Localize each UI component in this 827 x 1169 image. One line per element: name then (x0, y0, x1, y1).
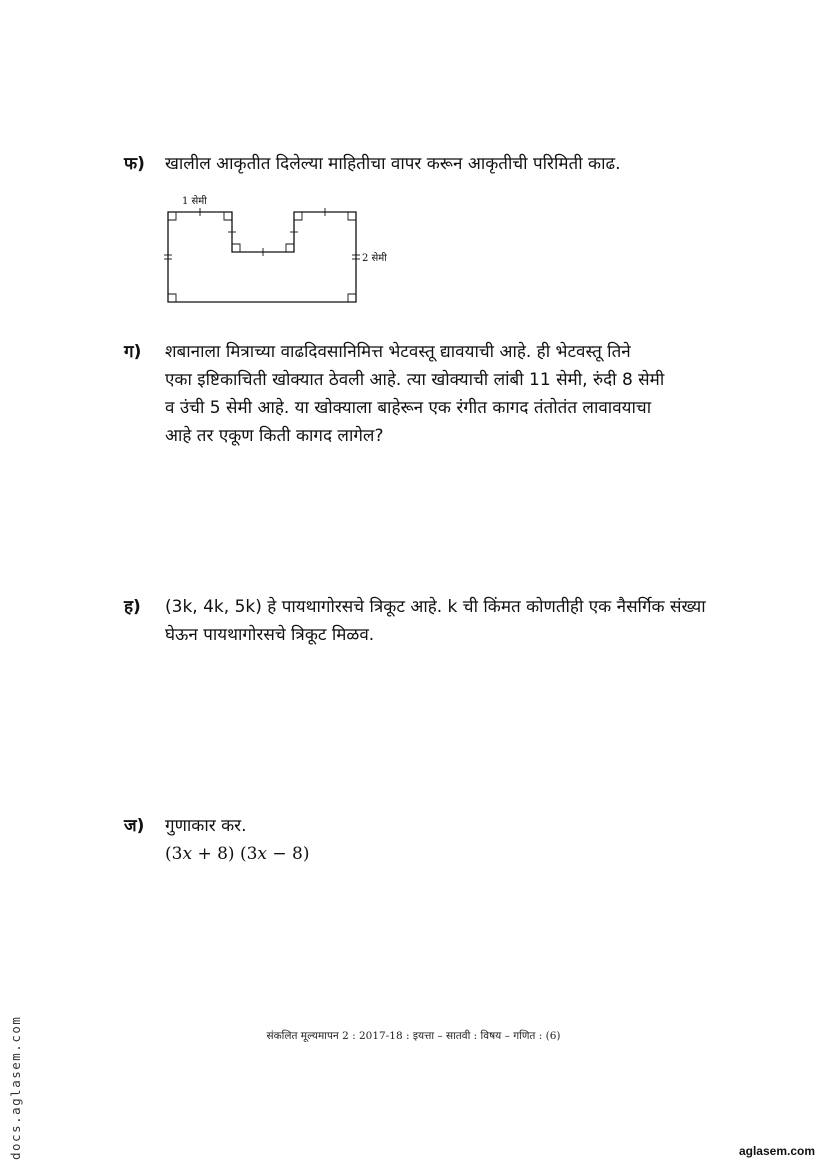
question-line: घेऊन पायथागोरसचे त्रिकूट मिळव. (165, 625, 375, 645)
question-text: खालील आकृतीत दिलेल्या माहितीचा वापर करून आकृतीची परिमिती काढ. (165, 154, 621, 174)
watermark: docs.aglasem.com (8, 1015, 23, 1160)
question-text (165, 593, 745, 649)
question-line: (3k, 4k, 5k) हे पायथागोरसचे त्रिकूट आहे. k ची किंमत कोणतीही एक नैसर्गिक संख्या (165, 597, 706, 617)
question-label: ग) (124, 342, 142, 362)
question-instruction: गुणाकार कर. (165, 816, 247, 836)
question-label: फ) (124, 154, 145, 174)
question-line: शबानाला मित्राच्या वाढदिवसानिमित्त भेटवस्तू द्यावयाची आहे. ही भेटवस्तू तिने (165, 342, 631, 362)
figure-label-top: 1 सेमी (182, 196, 207, 207)
math-expression: (3x + 8) (3x − 8) (165, 844, 310, 864)
page-footer: संकलित मूल्यमापन 2 : 2017-18 : इयत्ता – सातवी : विषय – गणित : (6) (266, 1030, 561, 1042)
question-line: व उंची 5 सेमी आहे. या खोक्याला बाहेरून एक रंगीत कागद तंतोतंत लावावयाचा (165, 398, 652, 418)
question-label: ह) (124, 597, 141, 617)
question-label: ज) (124, 816, 145, 836)
brand-logo: aglasem.com (738, 1144, 815, 1158)
question-text (165, 812, 310, 868)
question-line: आहे तर एकूण किती कागद लागेल? (165, 426, 384, 446)
question-line: एका इष्टिकाचिती खोक्यात ठेवली आहे. त्या खोक्याची लांबी 11 सेमी, रुंदी 8 सेमी (165, 370, 665, 390)
perimeter-figure (160, 190, 400, 310)
question-text (165, 338, 745, 450)
figure-label-right: 2 सेमी (362, 253, 387, 264)
